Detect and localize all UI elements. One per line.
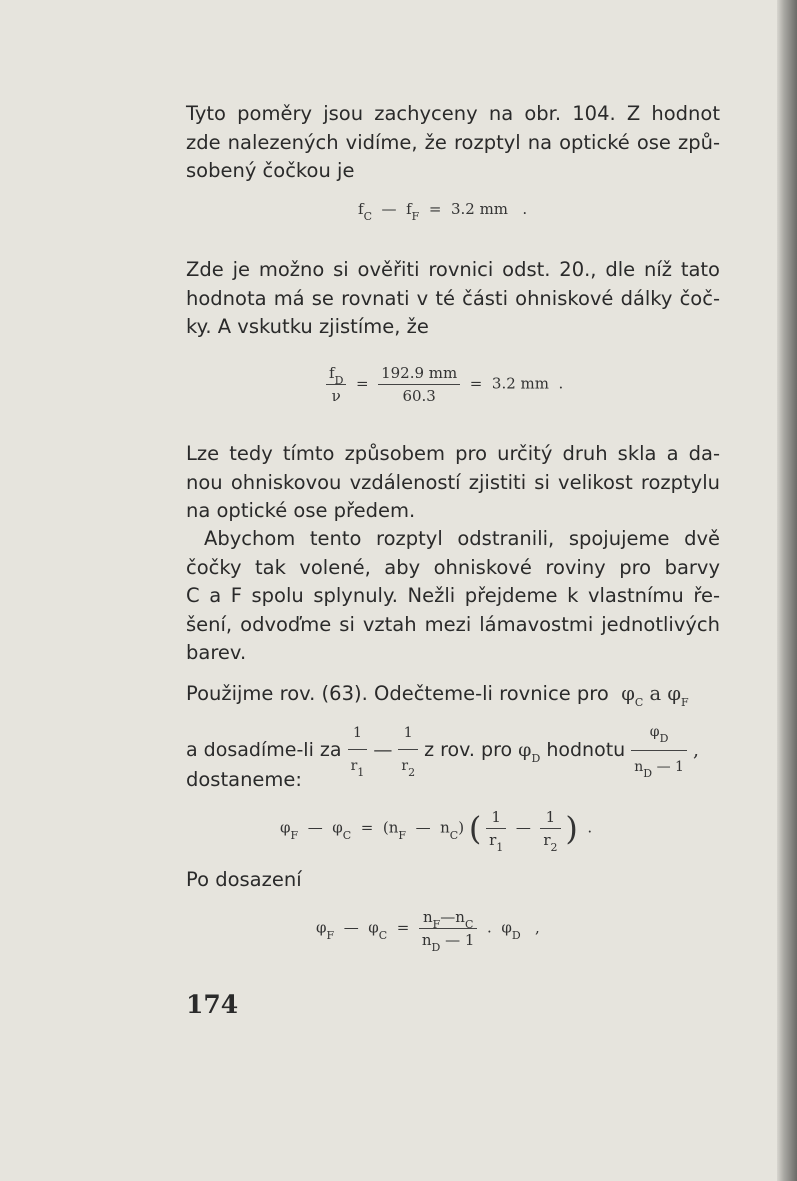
operator-equals: = (469, 374, 483, 393)
text-line: sobený čočkou je (186, 159, 355, 182)
text-line: dostaneme: (186, 768, 302, 791)
text-line: Po dosazení (186, 868, 302, 891)
paragraph-4 (186, 525, 720, 668)
equation-phi-difference: $\varphi_F$ — $\varphi_C = (n_F$ — $n_C$) ( $\frac{1}{r_1}$ — $\frac{1}{r_2}$ ) . (280, 808, 593, 854)
text-line: Zde je možno si ověřiti rovnici odst. 20., dle níž tato (186, 258, 720, 281)
operator-equals: = (355, 374, 369, 393)
value: 3.2 mm (491, 374, 549, 393)
text-line: zde nalezených vidíme, že rozptyl na optické ose způ- (186, 130, 720, 154)
fraction-1-r2: $\frac{1}{r_2}$ (540, 808, 560, 849)
fraction-phid-nd: $\frac{\varphi_D}{n_D — 1}$ (631, 718, 687, 782)
text-line: na optické ose předem. (186, 499, 416, 522)
subscript-c: C (363, 210, 372, 223)
equation-check (326, 364, 563, 405)
text-line: ky. A vskutku zjistíme, že (186, 315, 429, 338)
text-line: Tyto poměry jsou zachyceny na obr. 104. Z hodnot (186, 102, 720, 125)
paragraph-5-line-3 (186, 766, 720, 795)
subscript-f: F (411, 210, 420, 223)
text-line: hodnota má se rovnati v té části ohniskové dálky čoč- (186, 286, 720, 310)
text-line: C a F spolu splynuly. Nežli přejdeme k vlastnímu ře- (186, 584, 720, 607)
fraction-n-diff: $\frac{n_F—n_C}{n_D — 1}$ (419, 908, 478, 949)
symbol-f: f (358, 200, 364, 218)
text-line: Lze tedy tímto způsobem pro určitý druh skla a da- (186, 442, 720, 465)
punct: . (522, 200, 528, 218)
punct: . (558, 374, 564, 393)
fraction-values: $\frac{192.9 mm}{60.3}$ (378, 364, 460, 405)
operator-equals: = (428, 200, 442, 218)
paragraph-6 (186, 866, 720, 895)
paragraph-5 (186, 680, 720, 712)
paragraph-3 (186, 440, 720, 526)
fraction-1-r2: $\frac{1}{r_2}$ (398, 719, 418, 782)
equation-substitution: $\varphi_F$ — $\varphi_C$ = $\frac{n_F—n_C}{n_D — 1}$ . $\varphi_D$ , (316, 908, 540, 954)
paragraph-2 (186, 256, 720, 342)
text-line: šení, odvoďme si vztah mezi lámavostmi jednotlivých (186, 612, 720, 636)
fraction-1-r1: $\frac{1}{r_1}$ (348, 719, 368, 782)
paragraph-1 (186, 100, 720, 186)
operator-minus: — (381, 200, 397, 218)
paragraph-5-line-2: a dosadíme-li za $\frac{1}{r_1}$ — $\frac{1}{r_2}$ z rov. pro $\varphi_D$ hodnotu $\frac{\varphi_D}{n_D — 1}$ , (186, 718, 720, 782)
text-line: nou ohniskovou vzdáleností zjistiti si velikost rozptylu (186, 470, 720, 494)
fraction-1-r1: $\frac{1}{r_1}$ (486, 808, 506, 849)
equation-dispersion (358, 200, 528, 223)
text-line: Abychom tento rozptyl odstranili, spojujeme dvě (204, 527, 720, 550)
symbol-f: f (406, 200, 412, 218)
page-number: 174 (186, 990, 239, 1019)
text-line: barev. (186, 641, 247, 664)
fraction-fd-nu: $\frac{f_D}{\nu}$ (326, 364, 346, 405)
text-line: čočky tak volené, aby ohniskové roviny pro barvy (186, 555, 720, 579)
value: 3.2 mm (450, 200, 509, 218)
page-edge-shadow (777, 0, 797, 1181)
text-line: Použijme rov. (63). Odečteme-li rovnice pro $\varphi_C$ a $\varphi_F$ (186, 682, 689, 709)
